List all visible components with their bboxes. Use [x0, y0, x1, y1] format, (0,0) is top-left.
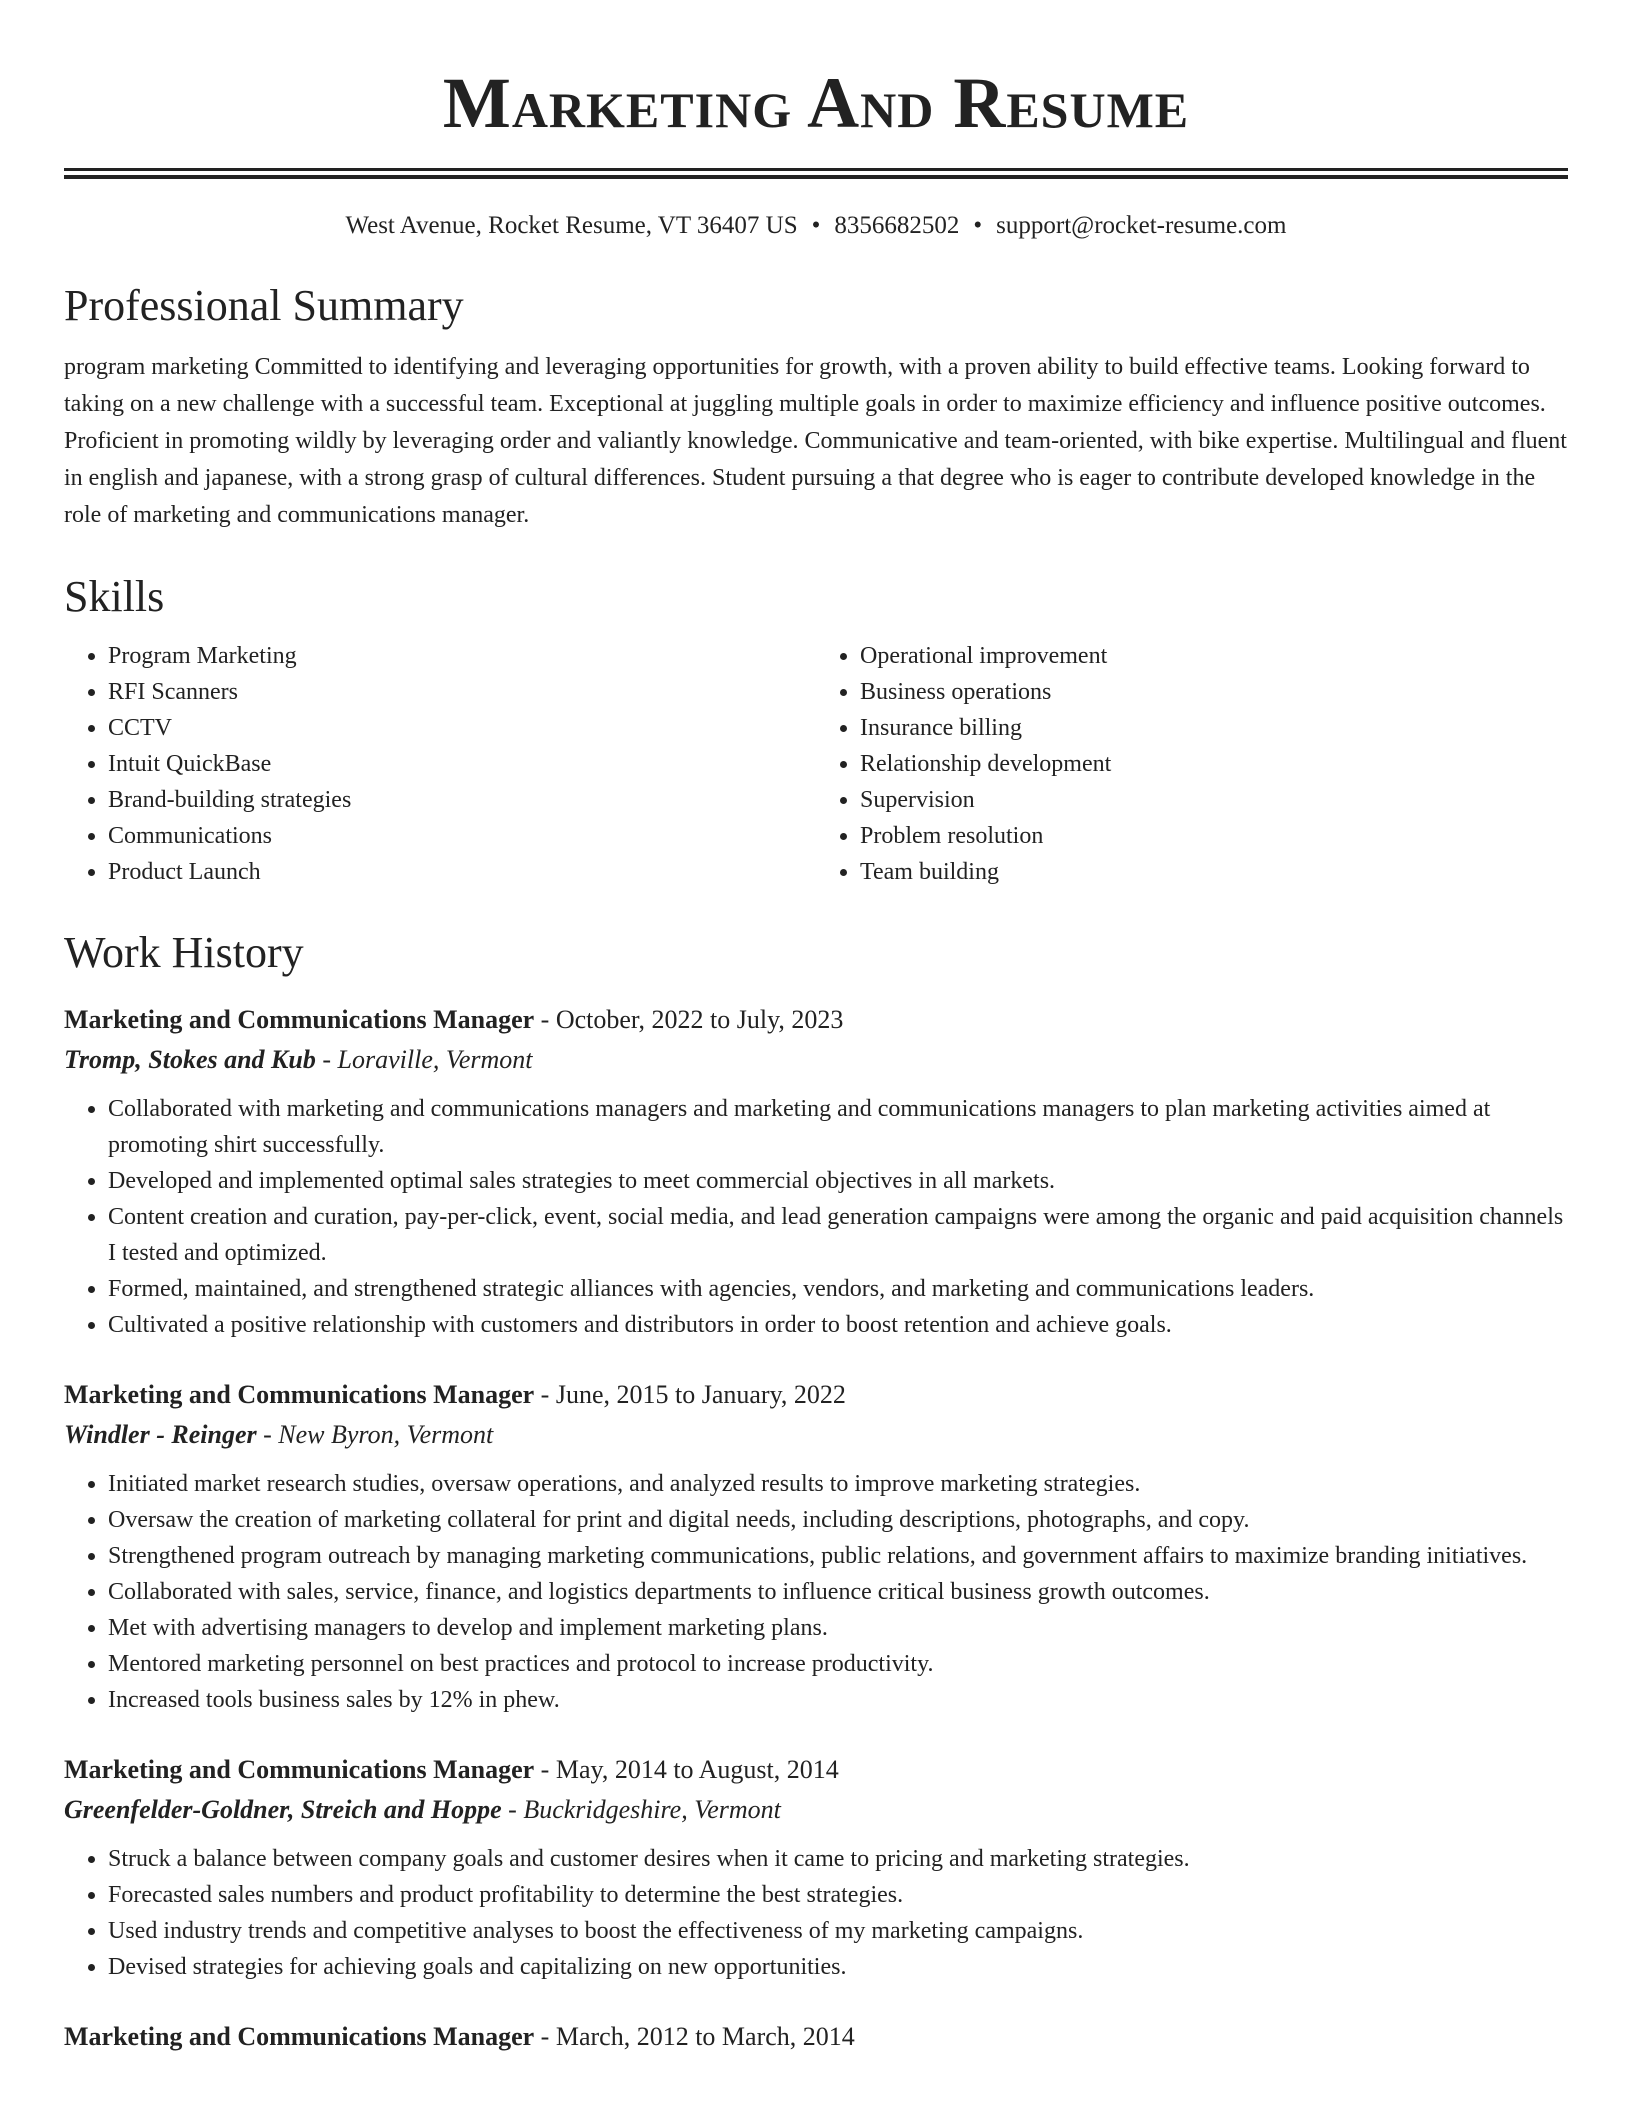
- job-location: New Byron, Vermont: [278, 1420, 494, 1449]
- job-bullet: • Devised strategies for achieving goals and capitalizing on new opportunities.: [108, 1949, 1568, 1985]
- job-title: Marketing and Communications Manager: [64, 1380, 535, 1409]
- job-bullet: • Formed, maintained, and strengthened strategic alliances with agencies, vendors, and marketing and communications leaders.: [108, 1271, 1568, 1307]
- job-entry: [64, 1750, 1568, 1985]
- contact-phone: 8356682502: [834, 212, 960, 239]
- skill-item: • Brand-building strategies: [108, 782, 816, 818]
- skill-item: • Relationship development: [860, 746, 1568, 782]
- job-dates: March, 2012 to March, 2014: [555, 2022, 855, 2051]
- job-bullet: • Used industry trends and competitive analyses to boost the effectiveness of my marketing campaigns.: [108, 1913, 1568, 1949]
- job-bullet: • Content creation and curation, pay-per-click, event, social media, and lead generation campaigns were among the organic and paid acquisition channels I tested and optimized.: [108, 1199, 1568, 1271]
- skill-item: • Communications: [108, 818, 816, 854]
- job-company: Tromp, Stokes and Kub: [64, 1045, 316, 1074]
- skill-item: • Problem resolution: [860, 818, 1568, 854]
- job-bullets: [64, 1466, 1568, 1718]
- job-company-line: Greenfelder-Goldner, Streich and Hoppe - Buckridgeshire, Vermont: [64, 1795, 781, 1824]
- job-company-line: Tromp, Stokes and Kub - Loraville, Vermont: [64, 1045, 533, 1074]
- job-bullet: • Collaborated with sales, service, finance, and logistics departments to influence critical business growth outcomes.: [108, 1574, 1568, 1610]
- skill-item: • Team building: [860, 854, 1568, 890]
- skill-item: • Intuit QuickBase: [108, 746, 816, 782]
- section-heading-work-history: Work History: [64, 928, 304, 977]
- contact-separator: •: [973, 212, 983, 239]
- job-entry: [64, 1375, 1568, 1718]
- job-bullets: [64, 1841, 1568, 1985]
- title-divider: [64, 168, 1568, 179]
- job-title: Marketing and Communications Manager: [64, 1755, 535, 1784]
- job-bullet: • Met with advertising managers to develop and implement marketing plans.: [108, 1610, 1568, 1646]
- job-entry: [64, 2017, 1568, 2057]
- skill-item: • Product Launch: [108, 854, 816, 890]
- skill-item: • Insurance billing: [860, 710, 1568, 746]
- job-bullet: • Strengthened program outreach by managing marketing communications, public relations, and government affairs to maximize branding initiatives.: [108, 1538, 1568, 1574]
- job-title-line: Marketing and Communications Manager - October, 2022 to July, 2023: [64, 1005, 844, 1034]
- job-bullet: • Increased tools business sales by 12% in phew.: [108, 1682, 1568, 1718]
- section-heading-summary: Professional Summary: [64, 281, 464, 330]
- job-bullet: • Struck a balance between company goals and customer desires when it came to pricing and marketing strategies.: [108, 1841, 1568, 1877]
- contact-email[interactable]: support@rocket-resume.com: [996, 212, 1287, 239]
- job-bullet: • Oversaw the creation of marketing collateral for print and digital needs, including descriptions, photographs, and copy.: [108, 1502, 1568, 1538]
- job-title-line: Marketing and Communications Manager - March, 2012 to March, 2014: [64, 2022, 855, 2051]
- job-title: Marketing and Communications Manager: [64, 2022, 535, 2051]
- resume-title: Marketing And Resume: [442, 63, 1190, 143]
- skill-item: • RFI Scanners: [108, 674, 816, 710]
- summary-text: program marketing Committed to identifying and leveraging opportunities for growth, with a proven ability to build effective teams. Looking forward to taking on a new challenge with a successful team. Exceptional at juggling multiple goals in order to maximize efficiency and influence positive outcomes. Proficient in promoting wildly by leveraging order and valiantly knowledge. Communicative and team-oriented, with bike expertise. Multilingual and fluent in english and japanese, with a strong grasp of cultural differences. Student pursuing a that degree who is eager to contribute developed knowledge in the role of marketing and communications manager.: [64, 354, 1567, 528]
- job-company: Windler - Reinger: [64, 1420, 257, 1449]
- job-company: Greenfelder-Goldner, Streich and Hoppe: [64, 1795, 502, 1824]
- skill-item: • Operational improvement: [860, 638, 1568, 674]
- job-bullet: • Cultivated a positive relationship with customers and distributors in order to boost retention and achieve goals.: [108, 1307, 1568, 1343]
- job-location: Loraville, Vermont: [337, 1045, 533, 1074]
- job-title-line: Marketing and Communications Manager - May, 2014 to August, 2014: [64, 1755, 839, 1784]
- skill-item: • Program Marketing: [108, 638, 816, 674]
- skill-item: • Supervision: [860, 782, 1568, 818]
- job-bullet: • Developed and implemented optimal sales strategies to meet commercial objectives in all markets.: [108, 1163, 1568, 1199]
- job-title: Marketing and Communications Manager: [64, 1005, 535, 1034]
- job-dates: May, 2014 to August, 2014: [555, 1755, 839, 1784]
- contact-address: West Avenue, Rocket Resume, VT 36407 US: [345, 212, 798, 239]
- job-title-line: Marketing and Communications Manager - June, 2015 to January, 2022: [64, 1380, 846, 1409]
- skill-item: • CCTV: [108, 710, 816, 746]
- contact-line: [64, 209, 1568, 243]
- job-bullets: [64, 1091, 1568, 1343]
- job-entry: [64, 1000, 1568, 1343]
- job-bullet: • Initiated market research studies, oversaw operations, and analyzed results to improve marketing strategies.: [108, 1466, 1568, 1502]
- skill-item: • Business operations: [860, 674, 1568, 710]
- job-bullet: • Mentored marketing personnel on best practices and protocol to increase productivity.: [108, 1646, 1568, 1682]
- job-dates: October, 2022 to July, 2023: [555, 1005, 844, 1034]
- job-bullet: • Forecasted sales numbers and product profitability to determine the best strategies.: [108, 1877, 1568, 1913]
- job-bullet: • Collaborated with marketing and communications managers and marketing and communications managers to plan marketing activities aimed at promoting shirt successfully.: [108, 1091, 1568, 1163]
- skills-list-left: [64, 638, 816, 890]
- job-company-line: Windler - Reinger - New Byron, Vermont: [64, 1420, 494, 1449]
- contact-separator: •: [811, 212, 821, 239]
- job-dates: June, 2015 to January, 2022: [555, 1380, 846, 1409]
- skills-list-right: [816, 638, 1568, 890]
- skills-columns: [64, 638, 1568, 890]
- section-heading-skills: Skills: [64, 572, 165, 621]
- job-location: Buckridgeshire, Vermont: [523, 1795, 781, 1824]
